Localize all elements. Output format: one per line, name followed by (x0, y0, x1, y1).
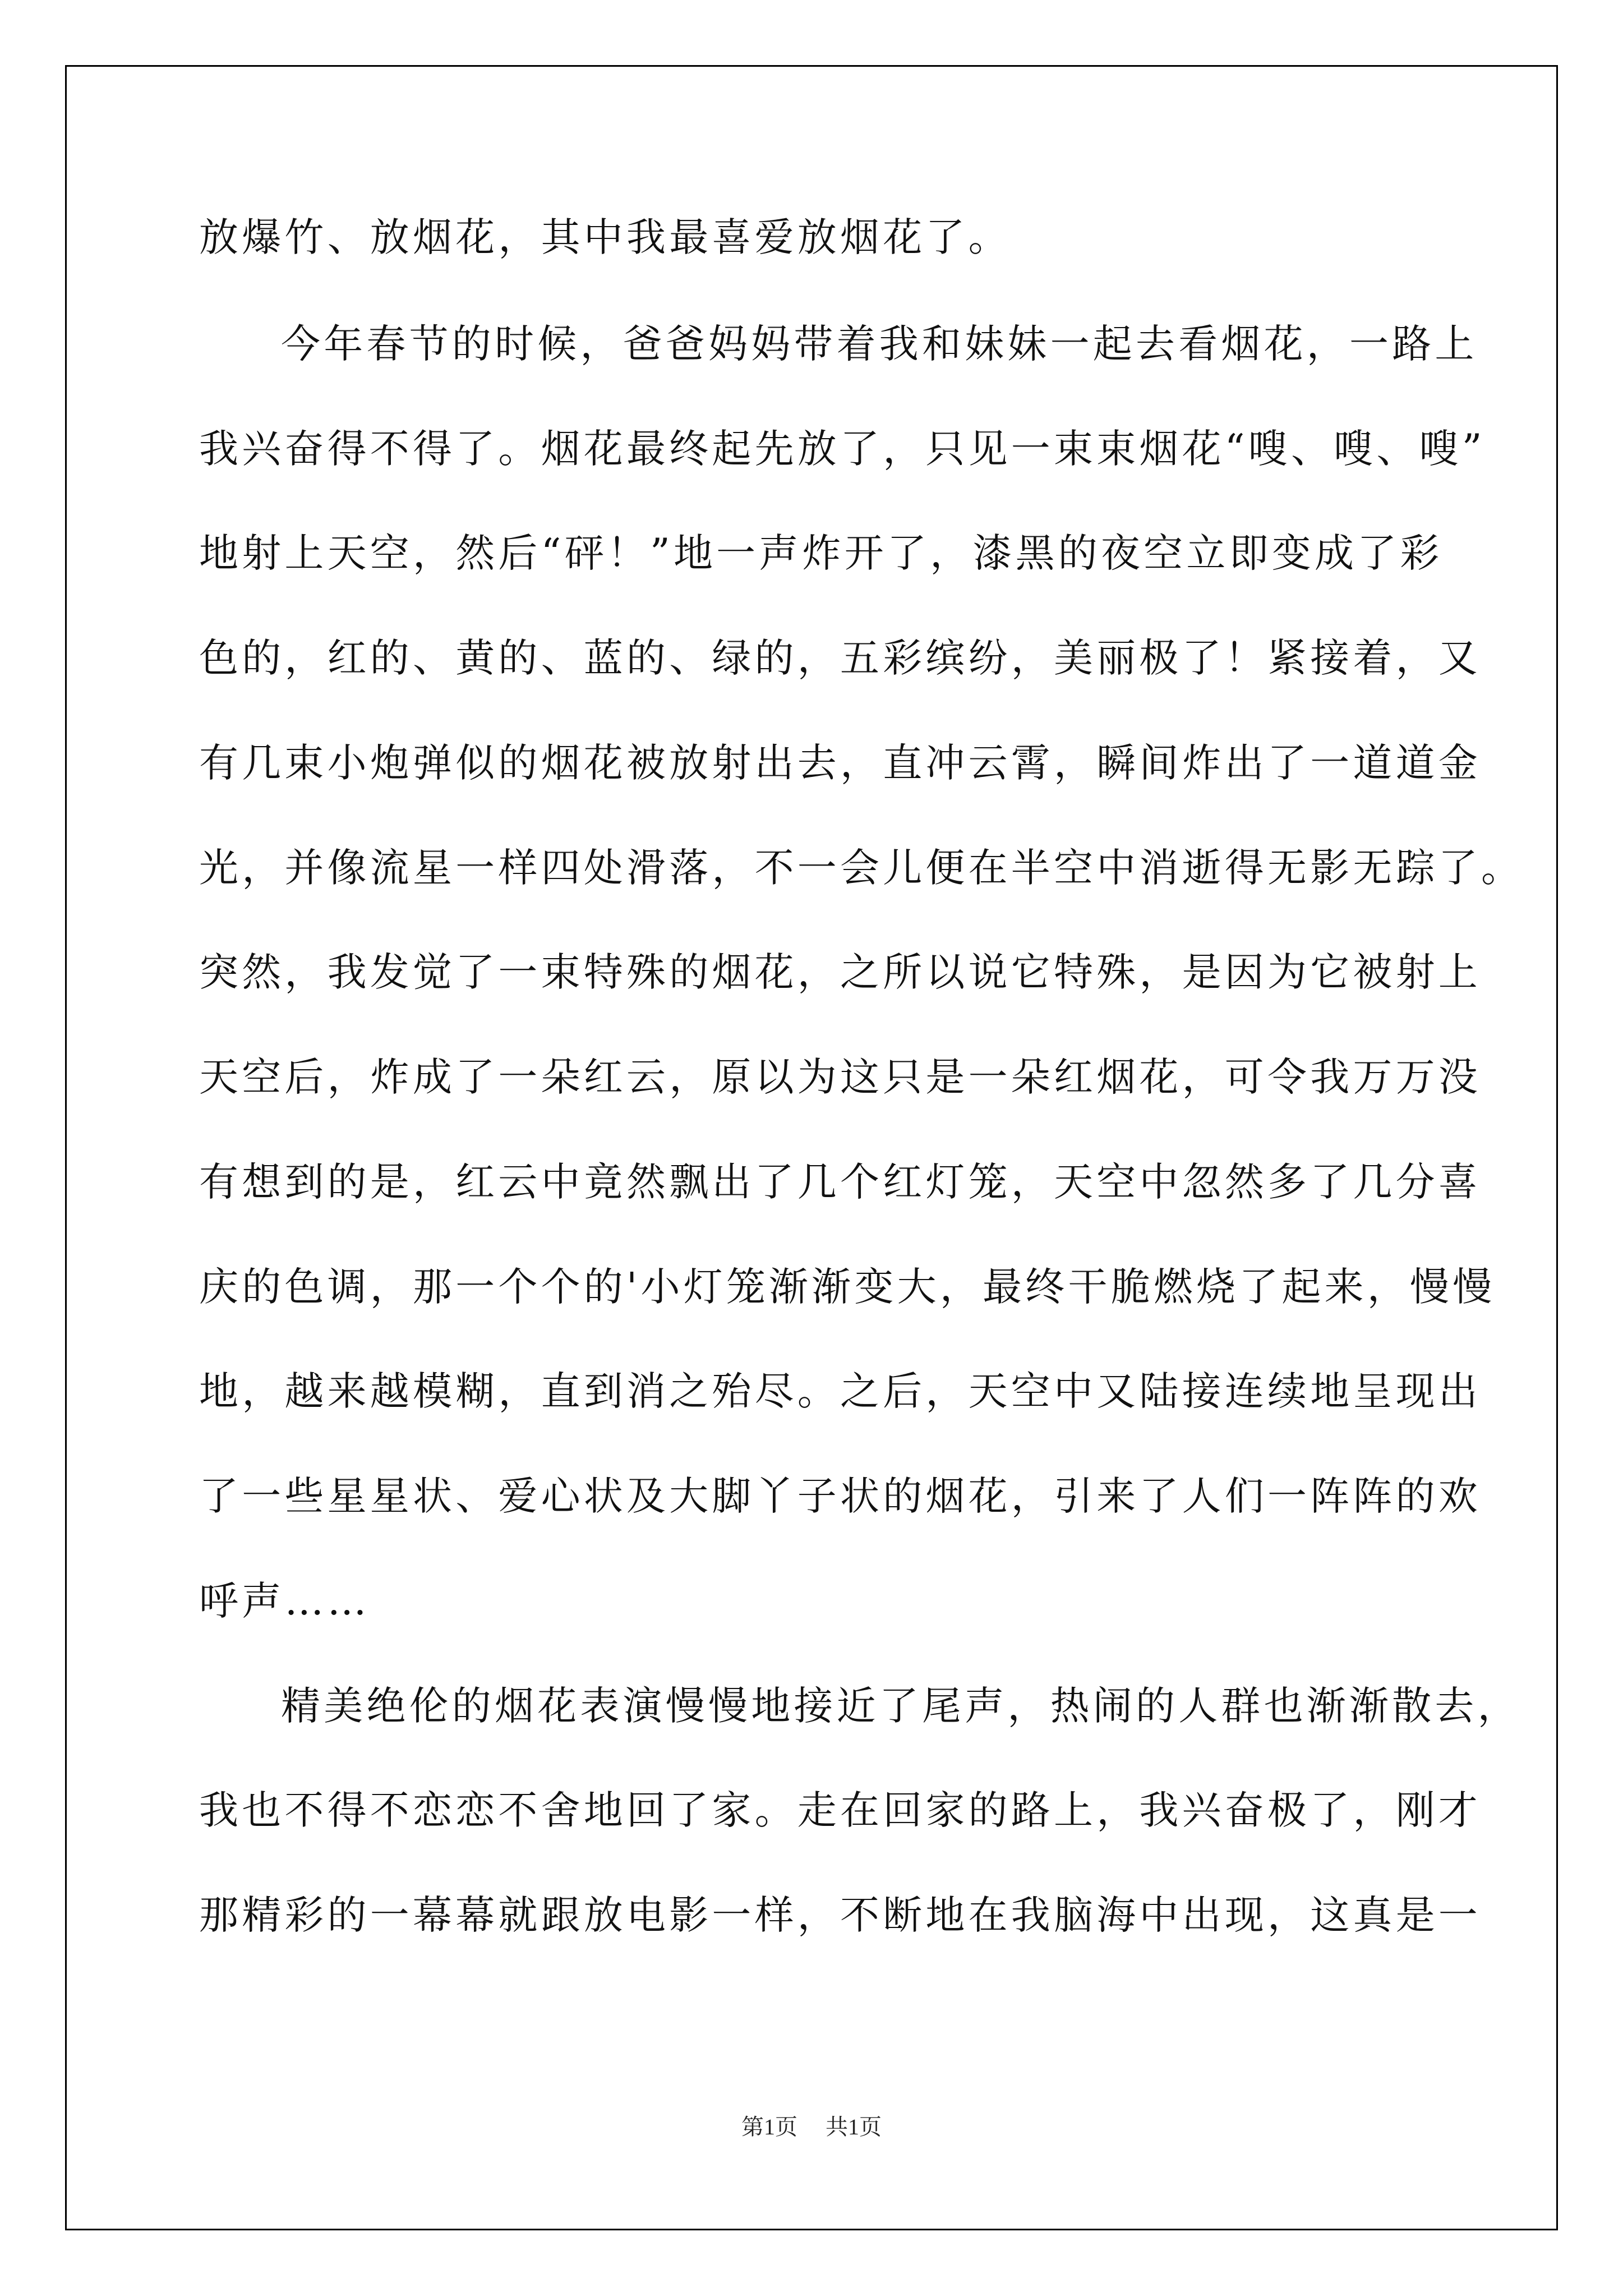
text-line: 呼声…… (199, 1578, 370, 1624)
text-line: 光，并像流星一样四处滑落，不一会儿便在半空中消逝得无影无踪了。 (199, 845, 1524, 891)
text-line: 突然，我发觉了一束特殊的烟花，之所以说它特殊，是因为它被射上 (199, 949, 1481, 995)
text-line: 天空后，炸成了一朵红云，原以为这只是一朵红烟花，可令我万万没 (199, 1054, 1481, 1100)
text-line: 我也不得不恋恋不舍地回了家。走在回家的路上，我兴奋极了，刚才 (199, 1787, 1481, 1833)
page-footer (0, 2109, 1623, 2141)
text-line: 地射上天空，然后“砰！”地一声炸开了，漆黑的夜空立即变成了彩 (199, 530, 1443, 576)
text-line: 了一些星星状、爱心状及大脚丫子状的烟花，引来了人们一阵阵的欢 (199, 1473, 1481, 1519)
text-line: 我兴奋得不得了。烟花最终起先放了，只见一束束烟花“嗖、嗖、嗖” (199, 426, 1486, 472)
text-line: 有想到的是，红云中竟然飘出了几个红灯笼，天空中忽然多了几分喜 (199, 1159, 1481, 1205)
total-pages: 共1页 (826, 2114, 882, 2139)
text-line: 地，越来越模糊，直到消之殆尽。之后，天空中又陆接连续地呈现出 (199, 1368, 1481, 1414)
text-line: 今年春节的时候，爸爸妈妈带着我和妹妹一起去看烟花，一路上 (281, 321, 1478, 367)
text-line: 有几束小炮弹似的烟花被放射出去，直冲云霄，瞬间炸出了一道道金 (199, 740, 1481, 786)
page-number: 第1页 (741, 2114, 797, 2139)
text-line: 放爆竹、放烟花，其中我最喜爱放烟花了。 (199, 214, 1011, 260)
text-line: 色的，红的、黄的、蓝的、绿的，五彩缤纷，美丽极了！紧接着，又 (199, 635, 1481, 681)
text-line: 庆的色调，那一个个的'小灯笼渐渐变大，最终干脆燃烧了起来，慢慢 (199, 1264, 1496, 1310)
text-line: 精美绝伦的烟花表演慢慢地接近了尾声，热闹的人群也渐渐散去， (281, 1683, 1520, 1729)
text-line: 那精彩的一幕幕就跟放电影一样，不断地在我脑海中出现，这真是一 (199, 1892, 1481, 1938)
